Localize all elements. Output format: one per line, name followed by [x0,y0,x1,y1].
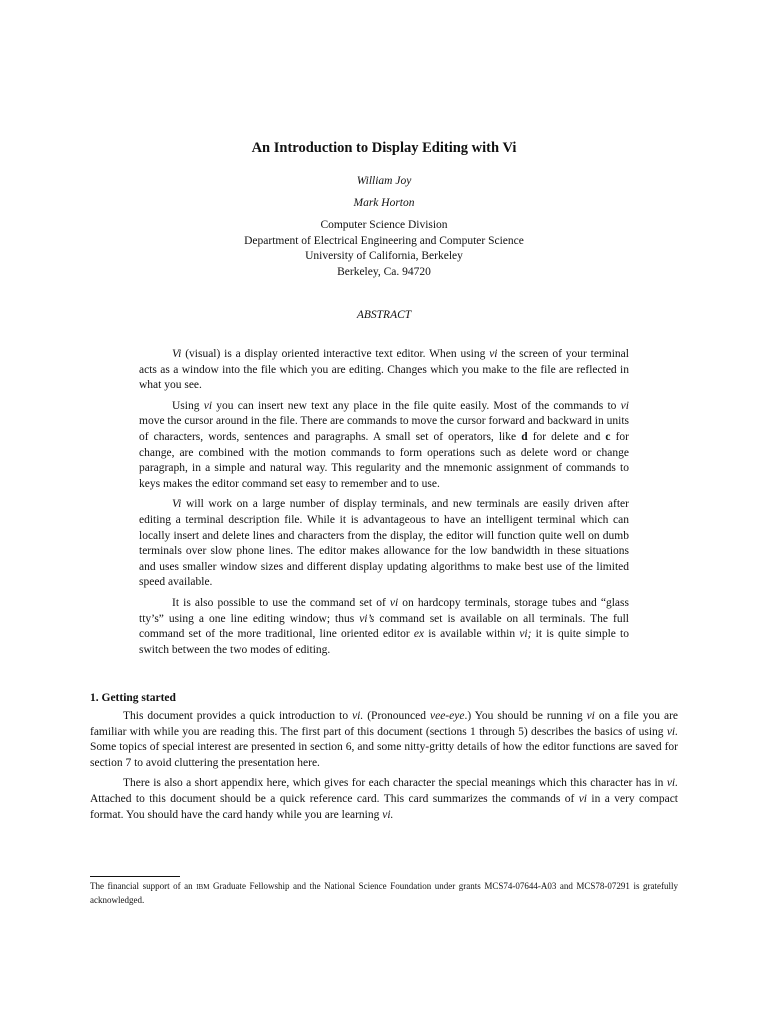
affiliation-line: Berkeley, Ca. 94720 [337,265,431,278]
footnote [90,880,678,907]
emphasis: ex [413,628,425,641]
emphasis: Vi [172,348,182,360]
text-run: in a very compact format. You should have the card handy while you are learning [90,792,678,821]
page-title: An Introduction to Display Editing with Vi [251,140,517,156]
emphasis: vi [489,348,498,360]
text-run: (visual) is a display oriented interactive text editor. When using [181,348,490,360]
text-run: for change, are combined with the motion commands to form operations such as delete word or change paragraph, in a simple and natural way. This regularity and the mnemonic assignment of commands to keys makes the editor command set easy to remember and to use. [139,430,630,490]
text-run: This document provides a quick introduction to [123,710,353,722]
emphasis: vi [620,399,629,412]
text-run: Using [172,399,204,412]
abstract-paragraph [139,399,629,493]
text-run: command set is available on all terminals. The full command set of the more traditional, line oriented editor [139,612,629,641]
author-name: Mark Horton [353,197,415,209]
text-run: on hardcopy terminals, storage tubes and “glass tty’s” using a one line editing window; thus [139,596,629,625]
bold-command: d [521,430,528,443]
emphasis: vi [389,596,399,609]
text-run: is available within [424,628,520,641]
affiliation [0,218,768,280]
affiliation-line: University of California, Berkeley [305,250,463,262]
text-run: Graduate Fellowship and the National Science Foundation under grants MCS74-07644-A03 and MCS78-07291 is gratefully acknowledged. [90,881,679,905]
footnote-rule [90,876,180,877]
text-run: the screen of your terminal acts as a window into the file which you are editing. Changes which you make to the file are reflected in what you see. [139,348,629,392]
body-paragraph [90,709,678,771]
text-run: you can insert new text any place in the file quite easily. Most of the commands to [212,399,621,412]
text-run: It is also possible to use the command set of [172,596,390,609]
emphasis: vi [586,710,595,722]
section-body [90,709,678,823]
emphasis: vi. [382,808,394,821]
affiliation-line: Computer Science Division [320,219,448,231]
abstract-paragraph [139,347,629,394]
text-run: The financial support of an [90,881,197,891]
affiliation-line: Department of Electrical Engineering and Computer Science [244,234,524,247]
abstract-heading: ABSTRACT [356,309,412,321]
body-paragraph [90,776,678,823]
small-caps-text: IBM [196,883,210,891]
text-run: Some topics of special interest are presented in section 6, and some nitty-gritty details of how the editor functions are saved for section 7 to avoid cluttering the presentation here. [90,741,678,769]
abstract-paragraph [139,497,629,591]
abstract [139,347,629,658]
emphasis: vi. [666,777,678,790]
text-run: it is quite simple to switch between the two modes of editing. [139,628,629,656]
abstract-paragraph [139,596,629,658]
emphasis: vi’s [359,612,375,625]
section-heading: 1. Getting started [90,692,176,704]
text-run: will work on a large number of display terminals, and new terminals are easily driven after editing a terminal description file. While it is advantageous to have an intelligent terminal which can locally insert and delete lines and characters from the display, the editor will function quite well on dumb terminals over slow phone lines. The editor makes allowance for the low bandwidth in these situations and uses smaller window sizes and different display updating algorithms to make best use of the limited speed available. [139,498,629,589]
emphasis: vi; [519,628,532,641]
text-run: (Pronounced [363,710,430,722]
text-run: on a file you are familiar with while you are reading this. The first part of this document (sections 1 through 5) describes the basics of using [90,710,679,738]
bold-command: c [605,430,611,443]
emphasis: vee-eye [429,710,465,722]
text-run: .) You should be running [464,710,587,722]
text-run: for delete and [527,430,606,443]
text-run: There is also a short appendix here, which gives for each character the special meanings which this character has in [123,777,667,790]
emphasis: vi. [352,710,364,722]
author-name: William Joy [356,175,412,187]
emphasis: Vi [172,498,182,511]
emphasis: vi [203,399,213,412]
emphasis: vi [578,792,587,805]
text-run: move the cursor around in the file. There are commands to move the cursor forward and backward in units of characters, words, sentences and paragraphs. A small set of operators, like [139,415,629,443]
emphasis: vi. [666,725,678,738]
text-run: Attached to this document should be a quick reference card. This card summarizes the commands of [90,792,579,805]
